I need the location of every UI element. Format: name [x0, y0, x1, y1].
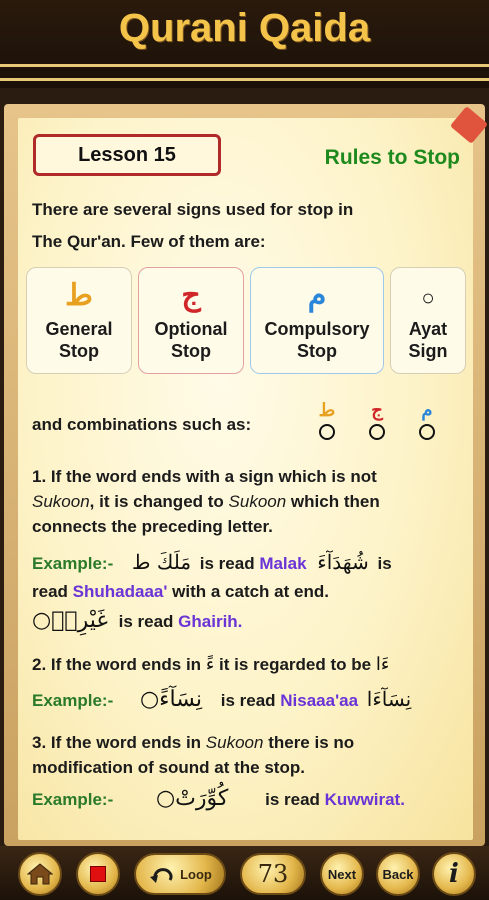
is-text: is	[377, 554, 392, 573]
next-button[interactable]: Next	[320, 852, 364, 896]
arabic-word[interactable]: شُهَدَآءَ	[317, 550, 369, 574]
compulsory-stop-mark-icon: م	[421, 400, 433, 420]
section-title: Rules to Stop	[324, 146, 460, 169]
read-text: read	[32, 582, 68, 601]
rule2-text: 2. If the word ends in	[32, 655, 202, 674]
sign-card-label: Compulsory	[264, 319, 370, 339]
arabic-word[interactable]: مَلَكَ ط	[131, 550, 192, 574]
is-read-text: is read	[265, 790, 320, 809]
arabic-word[interactable]: نِسَآءً○	[139, 687, 202, 712]
ayat-ring-icon	[369, 424, 385, 440]
app-title: Qurani Qaida	[118, 6, 371, 50]
rule3-line-1	[32, 730, 354, 755]
rule1-line-3: connects the preceding letter.	[32, 517, 273, 536]
home-button[interactable]	[18, 852, 62, 896]
loop-button[interactable]	[134, 853, 226, 895]
ayat-ring-icon	[319, 424, 335, 440]
arabic-word[interactable]: نِسَآءَا	[366, 687, 412, 711]
sign-card-label: Stop	[171, 341, 211, 361]
sign-card-general-stop[interactable]	[26, 267, 132, 374]
rule1-example-line-3	[32, 608, 242, 634]
rule1-text: , it is changed to	[89, 492, 229, 511]
rule3-term: Sukoon	[205, 733, 264, 752]
rule1-example-line-1	[32, 550, 472, 576]
sign-card-label: Ayat	[408, 319, 448, 339]
sign-card-label: Optional	[154, 319, 228, 339]
arabic-sign: ءَا	[375, 654, 390, 675]
transliteration: Kuwwirat.	[324, 790, 405, 809]
rule1-example-line-2	[32, 579, 329, 604]
rule2-example	[32, 687, 411, 713]
title-stripe	[0, 78, 489, 81]
example-label: Example:-	[32, 554, 114, 573]
sign-card-label: General	[45, 319, 113, 339]
is-read-text: is read	[199, 554, 255, 573]
is-read-text: is read	[118, 612, 174, 631]
ayat-sign-icon: ○	[421, 285, 435, 310]
transliteration: Nisaaa'aa	[280, 691, 359, 710]
rule3-line-2: modification of sound at the stop.	[32, 758, 305, 777]
sign-card-label: Stop	[59, 341, 99, 361]
combinations-label: and combinations such as:	[32, 415, 252, 434]
general-stop-mark-icon: ط	[318, 400, 336, 420]
sign-card-compulsory-stop[interactable]	[250, 267, 384, 374]
page-number-button[interactable]: 73	[240, 853, 306, 895]
transliteration: Ghairih.	[178, 612, 243, 631]
lesson-label: Lesson 15	[33, 134, 221, 176]
loop-icon	[148, 863, 178, 885]
arabic-sign: ءً	[205, 654, 215, 675]
is-read-text: is read	[220, 691, 276, 710]
compulsory-stop-sign-icon: م	[307, 279, 327, 312]
sign-card-label: Stop	[297, 341, 337, 361]
rule1-text: which then	[286, 492, 380, 511]
stop-icon	[90, 866, 106, 882]
rule1-term: Sukoon	[228, 492, 287, 511]
rule3-text: 3. If the word ends in	[32, 733, 206, 752]
loop-label: Loop	[180, 866, 212, 882]
transliteration: Malak	[259, 554, 307, 573]
arabic-word[interactable]: كُوِّرَتْ○	[155, 786, 229, 811]
rule1-term: Sukoon	[32, 492, 90, 511]
rule3-example	[32, 786, 405, 812]
example-label: Example:-	[32, 790, 114, 809]
title-stripe	[0, 64, 489, 67]
sign-card-optional-stop[interactable]	[138, 267, 244, 374]
sign-card-label: Sign	[408, 341, 448, 361]
stop-button[interactable]	[76, 852, 120, 896]
read-suffix: with a catch at end.	[172, 582, 329, 601]
combo-sign	[416, 400, 438, 440]
rule3-text: there is no	[263, 733, 355, 752]
optional-stop-sign-icon: ج	[181, 279, 201, 312]
rule2-text: it is regarded to be	[219, 655, 372, 674]
arabic-word[interactable]: غَيْرِهٖ○	[32, 608, 108, 633]
example-label: Example:-	[32, 691, 114, 710]
sign-card-ayat-sign[interactable]	[390, 267, 466, 374]
rule1-line-1: 1. If the word ends with a sign which is not	[32, 467, 377, 486]
intro-line-2: The Qur'an. Few of them are:	[32, 232, 266, 251]
optional-stop-mark-icon: ج	[371, 400, 383, 420]
combo-sign	[366, 400, 388, 440]
back-button[interactable]: Back	[376, 852, 420, 896]
info-button[interactable]: i	[432, 852, 476, 896]
intro-line-1: There are several signs used for stop in	[32, 200, 354, 219]
home-icon	[27, 862, 53, 886]
rule2-line-1	[32, 652, 389, 677]
rule1-line-2	[32, 489, 380, 514]
combo-sign	[316, 400, 338, 440]
ayat-ring-icon	[419, 424, 435, 440]
transliteration: Shuhadaaa'	[72, 582, 168, 601]
general-stop-sign-icon: ط	[65, 279, 93, 312]
